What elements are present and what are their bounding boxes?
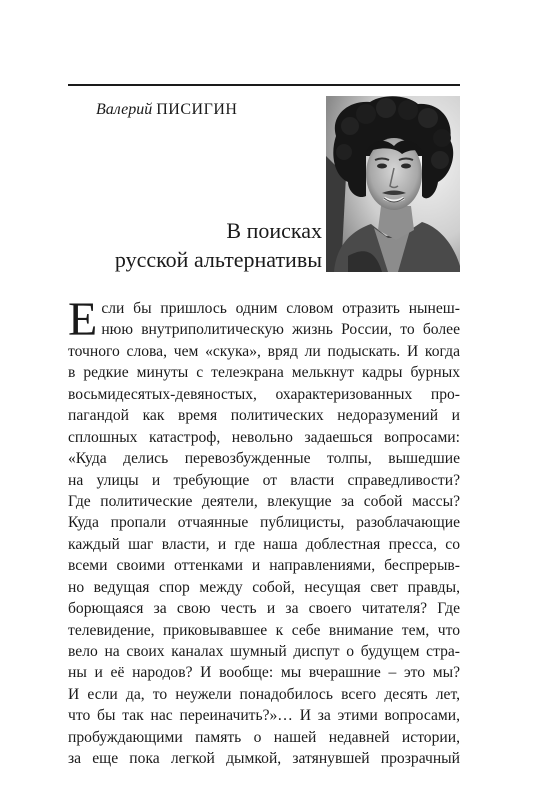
text-line: сплошных катастроф, невольно задаешься вопросами: bbox=[68, 428, 460, 446]
text-line: в редкие минуты с телеэкрана мелькнут кадры бурных bbox=[68, 364, 460, 382]
title-line-1: В поисках bbox=[226, 218, 322, 243]
text-line: вело на своих каналах шумный диспут о будущем стра- bbox=[68, 643, 460, 660]
text-line: «Куда делись перевозбужденные толпы, вышедшие bbox=[68, 450, 460, 468]
title-line-2: русской альтернативы bbox=[114, 247, 322, 272]
text-line: но ведущая спор между собой, несущая свет правды, bbox=[68, 578, 460, 596]
header-rule bbox=[68, 84, 460, 86]
text-line: что бы так нас переиначить?»… И за этими вопросами, bbox=[68, 707, 460, 725]
text-line: каждый шаг власти, и где наша доблестная пресса, со bbox=[68, 535, 460, 553]
text-line: всеми своими оттенками и направлениями, беспрерыв- bbox=[68, 557, 460, 575]
text-line: пробуждающими память о нашей недавней истории, bbox=[68, 728, 460, 746]
author-first-name: Валерий bbox=[96, 101, 153, 118]
author-last-name: ПИСИГИН bbox=[156, 101, 238, 118]
text-line: Куда пропали отчаянные публицисты, разоблачающие bbox=[68, 514, 460, 532]
drop-cap: Е bbox=[68, 293, 98, 346]
text-line: точного слова, чем «скука», вряд ли подыскать. И когда bbox=[68, 342, 460, 360]
text-line: нюю внутриполитическую жизнь России, то более bbox=[101, 321, 460, 339]
text-line: пагандой как время политических недоразумений и bbox=[68, 407, 460, 425]
text-line: Где политические деятели, влекущие за собой массы? bbox=[68, 492, 460, 510]
text-line: сли бы пришлось одним словом отразить нынеш- bbox=[101, 300, 460, 317]
article-title bbox=[115, 216, 322, 274]
text-line: телевидение, приковывавшее к себе внимание тем, что bbox=[68, 621, 460, 639]
text-line: за еще пока легкой дымкой, затянувшей прозрачный bbox=[68, 750, 460, 768]
text-line: восьмидесятых-девяностых, охарактеризованных про- bbox=[68, 385, 460, 403]
text-line: И если да, то неужели понадобилось всего десять лет, bbox=[68, 685, 460, 703]
article-body bbox=[68, 293, 460, 770]
author-name bbox=[96, 101, 237, 119]
author-photo bbox=[326, 96, 460, 272]
text-line: на улицы и требующие от власти справедливости? bbox=[68, 471, 460, 489]
text-line: ны и её народов? И вообще: мы вчерашние – это мы? bbox=[68, 664, 460, 682]
text-line: борющаяся за свою честь и за своего читателя? Где bbox=[68, 600, 460, 618]
